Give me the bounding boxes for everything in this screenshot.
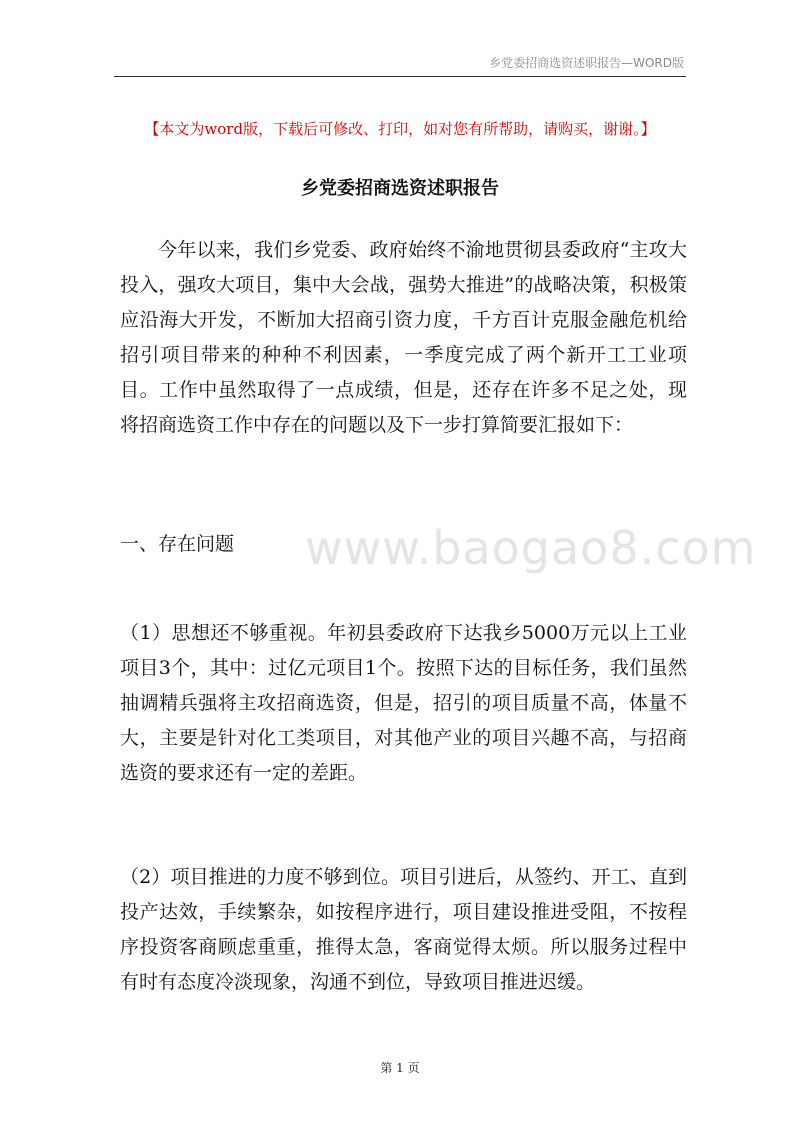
page-number: 第 1 页 [380, 1061, 420, 1075]
section-heading: 一、存在问题 [120, 533, 235, 555]
intro-paragraph: 今年以来，我们乡党委、政府始终不渝地贯彻县委政府“主攻大投入，强攻大项目，集中大会战，强势大推进”的战略决策，积极策应沿海大开发，不断加大招商引资力度，千方百计克服金融危机给招引项目带来的种种不利因素，一季度完成了两个新开工工业项目。工作中虽然取得了一点成绩，但是，还存在许多不足之处，现将招商选资工作中存在的问题以及下一步打算简要汇报如下： [120, 239, 687, 436]
document-title: 乡党委招商选资述职报告 [301, 178, 499, 199]
header-divider [114, 76, 686, 77]
watermark: www.baogao8.com [305, 521, 757, 575]
issue-paragraph-1: （1）思想还不够重视。年初县委政府下达我乡5000万元以上工业项目3个，其中：过亿元项目1个。按照下达的目标任务，我们虽然抽调精兵强将主攻招商选资，但是，招引的项目质量不高，体量不大，主要是针对化工类项目，对其他产业的项目兴趣不高，与招商选资的要求还有一定的差距。 [120, 622, 687, 784]
issue-paragraph-2: （2）项目推进的力度不够到位。项目引进后，从签约、开工、直到投产达效，手续繁杂，如按程序进行，项目建设推进受阻，不按程序投资客商顾虑重重，推得太急，客商觉得太烦。所以服务过程中有时有态度冷淡现象，沟通不到位，导致项目推进迟缓。 [120, 866, 687, 993]
purchase-notice: 【本文为word版，下载后可修改、打印，如对您有所帮助，请购买，谢谢。】 [144, 120, 656, 138]
running-header: 乡党委招商选资述职报告—WORD版 [489, 56, 684, 70]
